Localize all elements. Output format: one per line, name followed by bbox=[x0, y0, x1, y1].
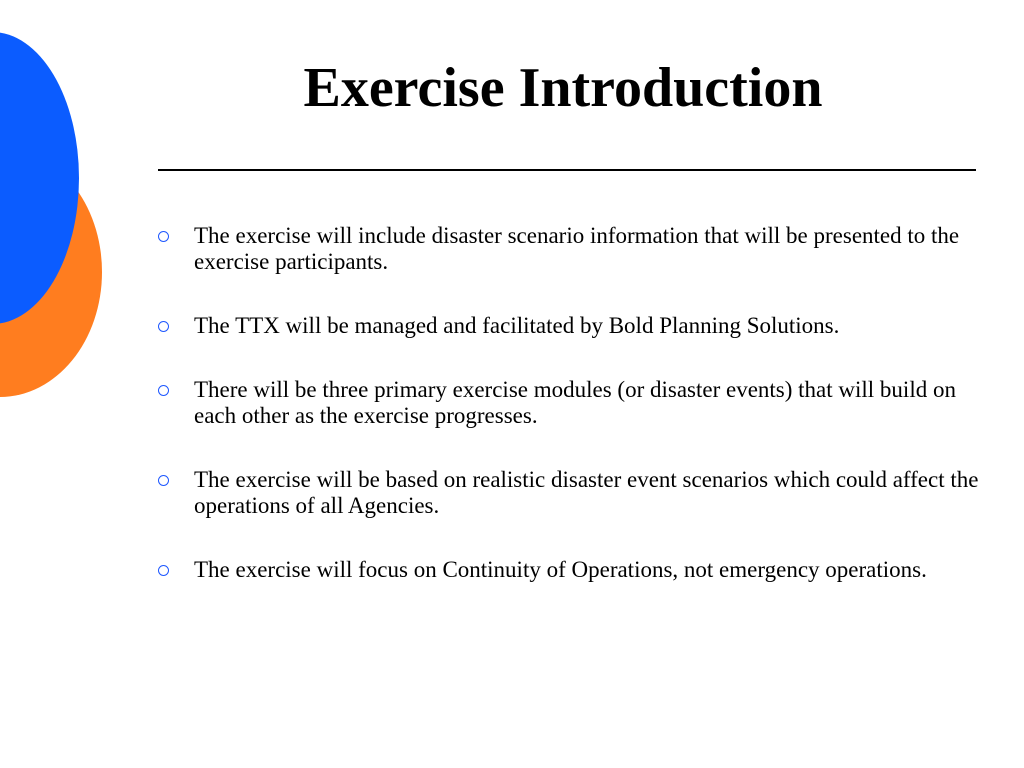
hollow-circle-bullet-icon bbox=[158, 475, 169, 486]
slide-title: Exercise Introduction bbox=[303, 57, 823, 119]
bullet-item bbox=[150, 313, 980, 339]
bullet-item bbox=[150, 467, 980, 519]
hollow-circle-bullet-icon bbox=[158, 321, 169, 332]
bullet-item bbox=[150, 377, 980, 429]
bullet-text: The exercise will be based on realistic disaster event scenarios which could affect the operations of all Agencies. bbox=[194, 467, 979, 518]
bullet-text: The TTX will be managed and facilitated by Bold Planning Solutions. bbox=[194, 313, 840, 338]
bullet-text: The exercise will focus on Continuity of Operations, not emergency operations. bbox=[194, 557, 927, 582]
hollow-circle-bullet-icon bbox=[158, 565, 169, 576]
decorative-circles bbox=[0, 0, 120, 420]
bullet-list bbox=[150, 223, 980, 621]
hollow-circle-bullet-icon bbox=[158, 385, 169, 396]
bullet-item bbox=[150, 223, 980, 275]
bullet-item bbox=[150, 557, 980, 583]
bullet-text: The exercise will include disaster scenario information that will be presented to the exercise participants. bbox=[194, 223, 960, 274]
hollow-circle-bullet-icon bbox=[158, 231, 169, 242]
bullet-text: There will be three primary exercise modules (or disaster events) that will build on each other as the exercise progresses. bbox=[194, 377, 956, 428]
title-divider bbox=[158, 169, 976, 171]
